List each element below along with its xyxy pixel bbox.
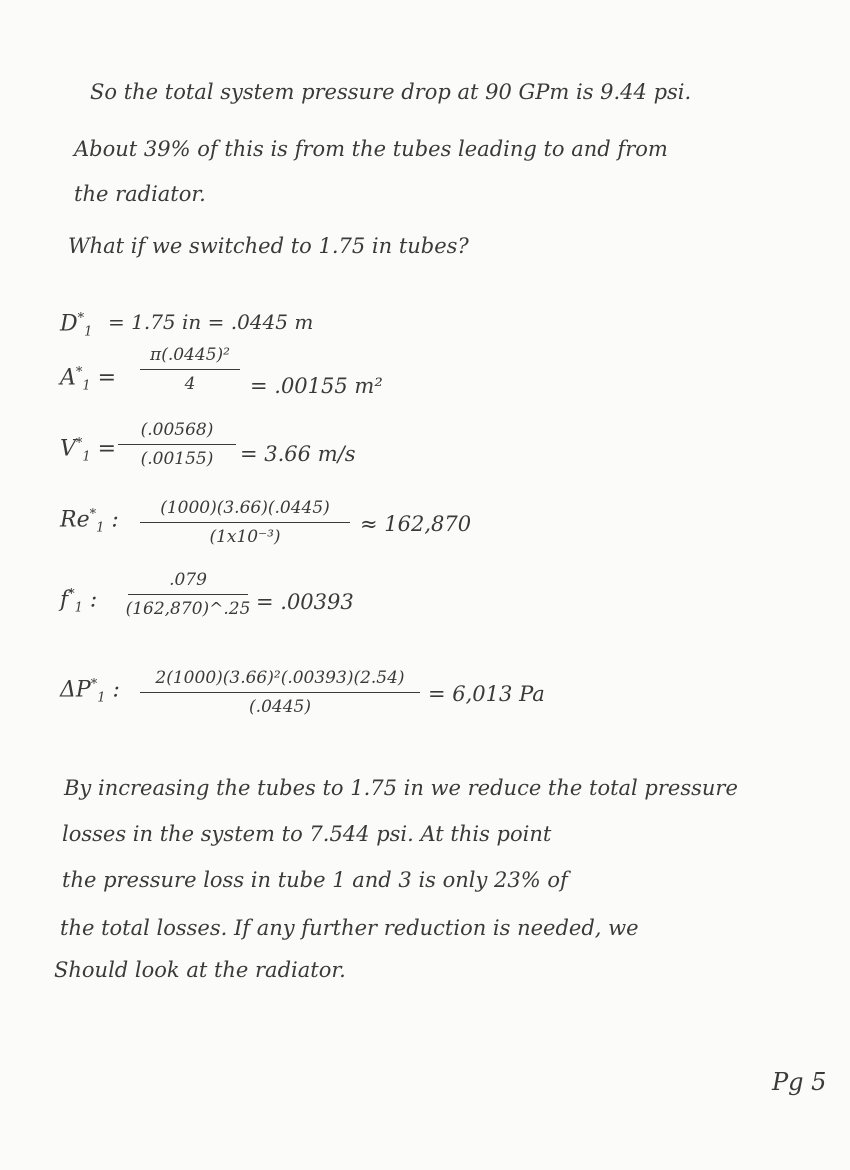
eq-dp1-numerator: 2(1000)(3.66)²(.00393)(2.54) <box>155 668 405 688</box>
eq-f1-lhs: $f^*_1$ : <box>60 587 98 616</box>
eq-a1-fraction <box>140 345 240 395</box>
intro-line-3: the radiator. <box>74 182 206 206</box>
eq-v1-numerator: (.00568) <box>140 420 214 440</box>
eq-re1-fraction <box>140 498 350 548</box>
eq-a1-denominator: 4 <box>184 374 196 395</box>
eq-v1-lhs: $V^*_1$ = <box>60 436 117 465</box>
eq-f1-result: = .00393 <box>256 590 354 614</box>
eq-f1-fraction <box>125 570 251 620</box>
eq-v1-bar <box>118 444 236 445</box>
intro-line-1: So the total system pressure drop at 90 GPm is 9.44 psi. <box>90 80 692 104</box>
eq-a1-lhs: $A^*_1$ = <box>60 365 117 394</box>
conclusion-line-3: the pressure loss in tube 1 and 3 is only 23% of <box>62 868 568 892</box>
intro-line-2: About 39% of this is from the tubes leading to and from <box>74 137 668 161</box>
eq-dp1-result: = 6,013 Pa <box>428 682 545 706</box>
conclusion-line-1: By increasing the tubes to 1.75 in we reduce the total pressure <box>64 776 738 800</box>
conclusion-line-5: Should look at the radiator. <box>54 958 346 982</box>
eq-v1-fraction <box>118 420 236 470</box>
eq-re1-result: ≈ 162,870 <box>360 512 472 536</box>
eq-d1-rhs: = 1.75 in = .0445 m <box>108 310 314 334</box>
eq-a1-numerator: π(.0445)² <box>150 345 230 365</box>
eq-f1-denominator: (162,870)^.25 <box>125 599 251 620</box>
eq-f1-numerator: .079 <box>169 570 207 590</box>
eq-dp1-fraction <box>140 668 420 718</box>
conclusion-line-2: losses in the system to 7.544 psi. At this point <box>62 822 552 846</box>
eq-re1-denominator: (1x10⁻³) <box>209 527 281 548</box>
page-number: Pg 5 <box>772 1068 827 1096</box>
question-line: What if we switched to 1.75 in tubes? <box>68 234 469 258</box>
eq-re1-bar <box>140 522 350 523</box>
eq-v1-result: = 3.66 m/s <box>240 442 356 466</box>
eq-re1-numerator: (1000)(3.66)(.0445) <box>160 498 330 518</box>
eq-f1-bar <box>128 594 248 595</box>
eq-dp1-lhs: $\Delta P^*_1$ : <box>60 677 120 706</box>
eq-d1-lhs: $D^*_1$ <box>60 311 93 340</box>
eq-dp1-bar <box>140 692 420 693</box>
eq-a1-result: = .00155 m² <box>250 374 383 398</box>
eq-re1-lhs: $Re^*_1$ : <box>60 507 119 536</box>
eq-dp1-denominator: (.0445) <box>249 697 311 718</box>
conclusion-line-4: the total losses. If any further reduction is needed, we <box>60 916 639 940</box>
eq-a1-bar <box>140 369 240 370</box>
eq-v1-denominator: (.00155) <box>140 449 214 470</box>
